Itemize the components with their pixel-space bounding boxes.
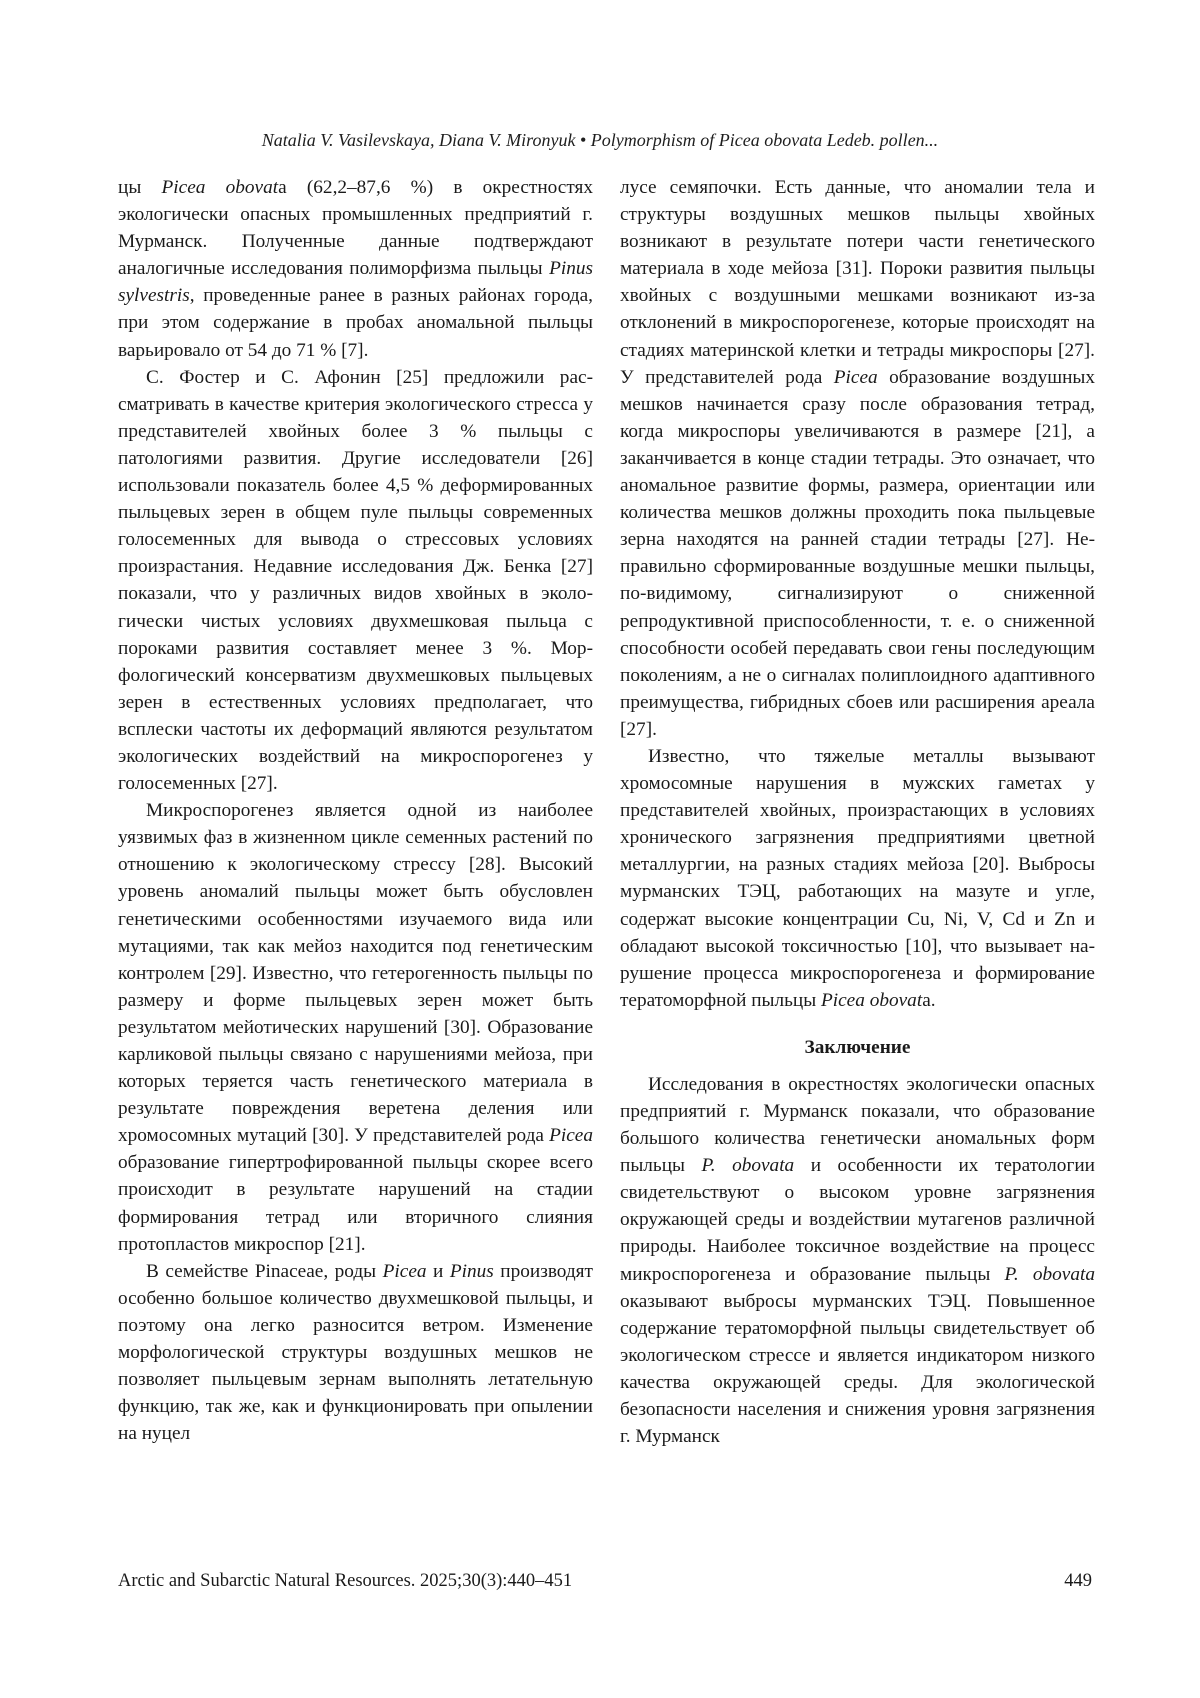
paragraph: Известно, что тяжелые металлы вызывают хромосомные нарушения в мужских гаметах у представителей хвойных, произрастающих в условиях хронического загрязнения предприятиями цветной металлургии, на разных стадиях мейоза [20]. Выбросы мурманских ТЭЦ, работающих на мазуте и угле, содержат высокие концентрации Cu, Ni, V, Cd и Zn и обладают высокой токсичностью [10], что вызывает нарушение процесса микроспорогенеза и формирование тератоморфной пыльцы Picea obovata. bbox=[620, 745, 1095, 1011]
italic-term: Picea bbox=[833, 366, 878, 388]
paragraph: Исследования в окрестностях экологически опасных предприятий г. Мурманск показали, что образование большого количества генетически аномальных форм пыльцы P. obovata и особенности их тератологии свидетельствуют о высоком уровне загрязнения окружающей среды и воздействии мутагенов различной природы. Наиболее токсичное воздействие на процесс микроспорогенеза и образование пыльцы P. obovata оказывают выбросы мурманских ТЭЦ. Повышенное содержание тератоморфной пыльцы свидетельствует об экологическом стрессе и является индикатором низкого качества окружающей среды. Для экологической безопасности населения и снижения уровня загрязнения г. Мурманск bbox=[620, 1073, 1095, 1448]
paragraph: С. Фостер и С. Афонин [25] предложили рассматривать в качестве критерия экологического стресса у представителей хвойных более 3 % пыльцы с патологиями развития. Другие исследователи [26] использовали показатель более 4,5 % деформированных пыльцевых зерен в общем пуле пыльцы современных голосеменных для вывода о стрессовых условиях произрастания. Недавние исследования Дж. Бенка [27] показали, что у различных видов хвойных в экологически чистых условиях двухмешковая пыльца с пороками развития составляет менее 3 %. Морфологический консерватизм двухмешковых пыльцевых зерен в естественных условиях предполагает, что всплески частоты их деформаций являются результатом экологических воздействий на микроспорогенез у голосеменных [27]. bbox=[118, 366, 593, 795]
section-heading: Заключение bbox=[804, 1036, 911, 1058]
italic-term: Pinus bbox=[449, 1260, 494, 1282]
running-head: Natalia V. Vasilevskaya, Diana V. Mironyuk • Polymorphism of Picea obovata Ledeb. pollen... bbox=[261, 130, 939, 150]
page-number: 449 bbox=[1064, 1571, 1092, 1591]
footer-journal-citation: Arctic and Subarctic Natural Resources. 2025;30(3):440–451 bbox=[118, 1571, 573, 1591]
paragraph: лусе семяпочки. Есть данные, что аномалии тела и структуры воздушных мешков пыльцы хвойных возникают в результате потери части генетического материала в ходе мейоза [31]. Пороки развития пыльцы хвойных с воздушными мешками возникают из-за отклонений в микроспорогенезе, которые происходят на стадиях материнской клетки и тетрады микроспоры [27]. У представителей рода Picea образование воздушных мешков начинается сразу после образования тетрад, когда микроспоры увеличиваются в размере [21], а заканчивается в конце стадии тетрады. Это означает, что аномальное развитие формы, размера, ориентации или количества мешков должны проходить пока пыльцевые зерна находятся на ранней стадии тетрады [27]. Неправильно сформированные воздушные мешки пыльцы, по-видимому, сигнализируют о сниженной репродуктивной приспособленности, т. е. о сниженной способности особей передавать свои гены последующим поколениям, а не о сигналах полиплоидного адаптивного преимущества, гибридных сбоев или расширения ареала [27]. bbox=[620, 177, 1095, 740]
right-column bbox=[620, 174, 1095, 1450]
italic-term: Picea obovat bbox=[161, 177, 279, 198]
italic-term: Picea obovat bbox=[820, 989, 923, 1011]
italic-term: Pinus sylvestris bbox=[118, 258, 593, 307]
italic-term: Picea bbox=[549, 1125, 593, 1147]
left-column bbox=[118, 174, 593, 1447]
italic-term: Picea bbox=[382, 1260, 427, 1282]
italic-term: P. obovata bbox=[701, 1155, 795, 1177]
paragraph: В семействе Pinaceae, роды Picea и Pinus производят особенно большое количество двухмешковой пыльцы, и поэтому она легко разносится ветром. Изменение морфологической структуры воздушных мешков не позволяет пыльцевым зернам выполнять летательную функцию, так же, как и функционировать при опылении на нуцел bbox=[118, 1260, 593, 1445]
paragraph: Микроспорогенез является одной из наиболее уязвимых фаз в жизненном цикле семенных растений по отношению к экологическому стрессу [28]. Высокий уровень аномалий пыльцы может быть обусловлен генетическими особенностями изучаемого вида или мутациями, так как мейоз находится под генетическим контролем [29]. Известно, что гетерогенность пыльцы по размеру и форме пыльцевых зерен может быть результатом мейотических нарушений [30]. Образование карликовой пыльцы связано с нарушениями мейоза, при которых теряется часть генетического материала в результате повреждения веретена деления или хромосомных мутаций [30]. У представителей рода Picea образование гипертрофированной пыльцы скорее всего происходит в результате нарушений на стадии формирования тетрад или вторичного слияния протопластов микроспор [21]. bbox=[118, 800, 593, 1255]
paragraph: цы Picea obovata (62,2–87,6 %) в окрестностях экологически опасных промышленных предприятий г. Мурманск. Полученные данные подтверждают аналогичные исследования полиморфизма пыльцы Pinus sylvestris, проведенные ранее в разных районах города, при этом содержание в пробах аномальной пыльцы варьировало от 54 до 71 % [7]. bbox=[118, 177, 593, 361]
italic-term: P. obovata bbox=[1004, 1263, 1095, 1285]
